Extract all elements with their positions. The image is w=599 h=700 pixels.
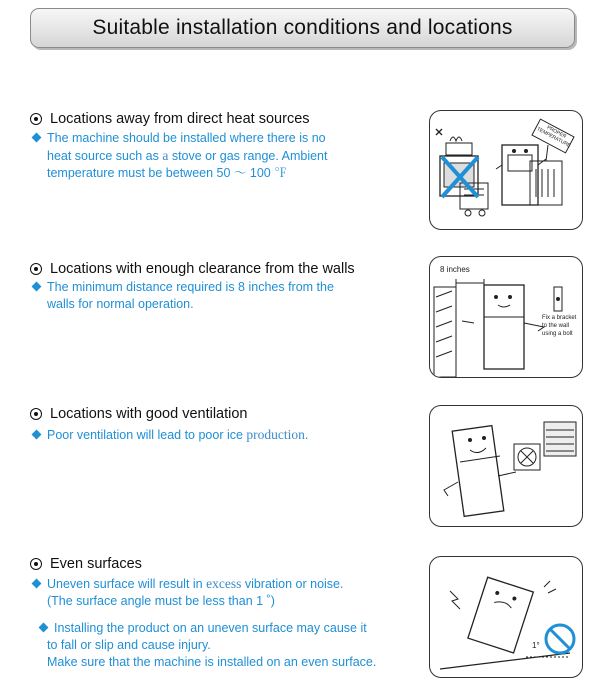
diamond-bullet-icon	[32, 282, 42, 292]
body-line: heat source such as a stove or gas range. Ambient	[47, 148, 328, 163]
page-title: Suitable installation conditions and locations	[92, 16, 513, 39]
diamond-bullet-icon	[32, 133, 42, 143]
body-line: Poor ventilation will lead to poor ice production.	[30, 426, 410, 444]
heat-source-illustration	[429, 110, 583, 230]
circle-bullet-icon	[30, 113, 42, 125]
title-bar	[30, 8, 575, 48]
bracket-note-line-2: to the wall	[542, 323, 570, 329]
body-line: to fall or slip and cause injury.	[47, 638, 211, 652]
diamond-bullet-icon	[32, 430, 42, 440]
section-clearance	[30, 261, 410, 313]
body-line: (The surface angle must be less than 1 ˚)	[47, 594, 275, 608]
tilted-machine-drawing	[430, 557, 582, 677]
section-heading: Locations with good ventilation	[30, 406, 410, 422]
angle-label: 1°	[532, 641, 540, 650]
section-heat-sources	[30, 111, 410, 182]
diamond-bullet-icon	[39, 623, 49, 633]
bracket-note-line-3: using a bolt	[542, 331, 573, 337]
circle-bullet-icon	[30, 263, 42, 275]
circle-bullet-icon	[30, 558, 42, 570]
machine-with-fan-drawing	[430, 406, 582, 526]
body-line: Installing the product on an uneven surface may cause it	[30, 620, 425, 637]
clearance-illustration	[429, 256, 583, 378]
body-line: The machine should be installed where there is no	[30, 130, 410, 147]
body-line: Make sure that the machine is installed on an even surface.	[47, 655, 377, 669]
body-line: Uneven surface will result in excess vibration or noise.	[30, 575, 425, 593]
body-line: walls for normal operation.	[47, 297, 194, 311]
section-even-surfaces	[30, 556, 425, 671]
body-line: temperature must be between 50 ～ 100 ℉	[47, 166, 287, 180]
diamond-bullet-icon	[32, 579, 42, 589]
distance-label: 8 inches	[440, 265, 470, 274]
circle-bullet-icon	[30, 408, 42, 420]
proper-temperature-sign: PROPER TEMPERATURE	[535, 124, 572, 150]
body-line: The minimum distance required is 8 inches from the	[30, 279, 410, 296]
section-heading: Locations with enough clearance from the walls	[30, 261, 410, 277]
section-ventilation	[30, 406, 410, 444]
ventilation-illustration	[429, 405, 583, 527]
section-heading: Locations away from direct heat sources	[30, 111, 410, 127]
stove-and-machine-drawing	[430, 111, 582, 229]
bracket-note-line-1: Fix a bracket	[542, 315, 577, 321]
section-heading: Even surfaces	[30, 556, 425, 572]
uneven-surface-illustration	[429, 556, 583, 678]
